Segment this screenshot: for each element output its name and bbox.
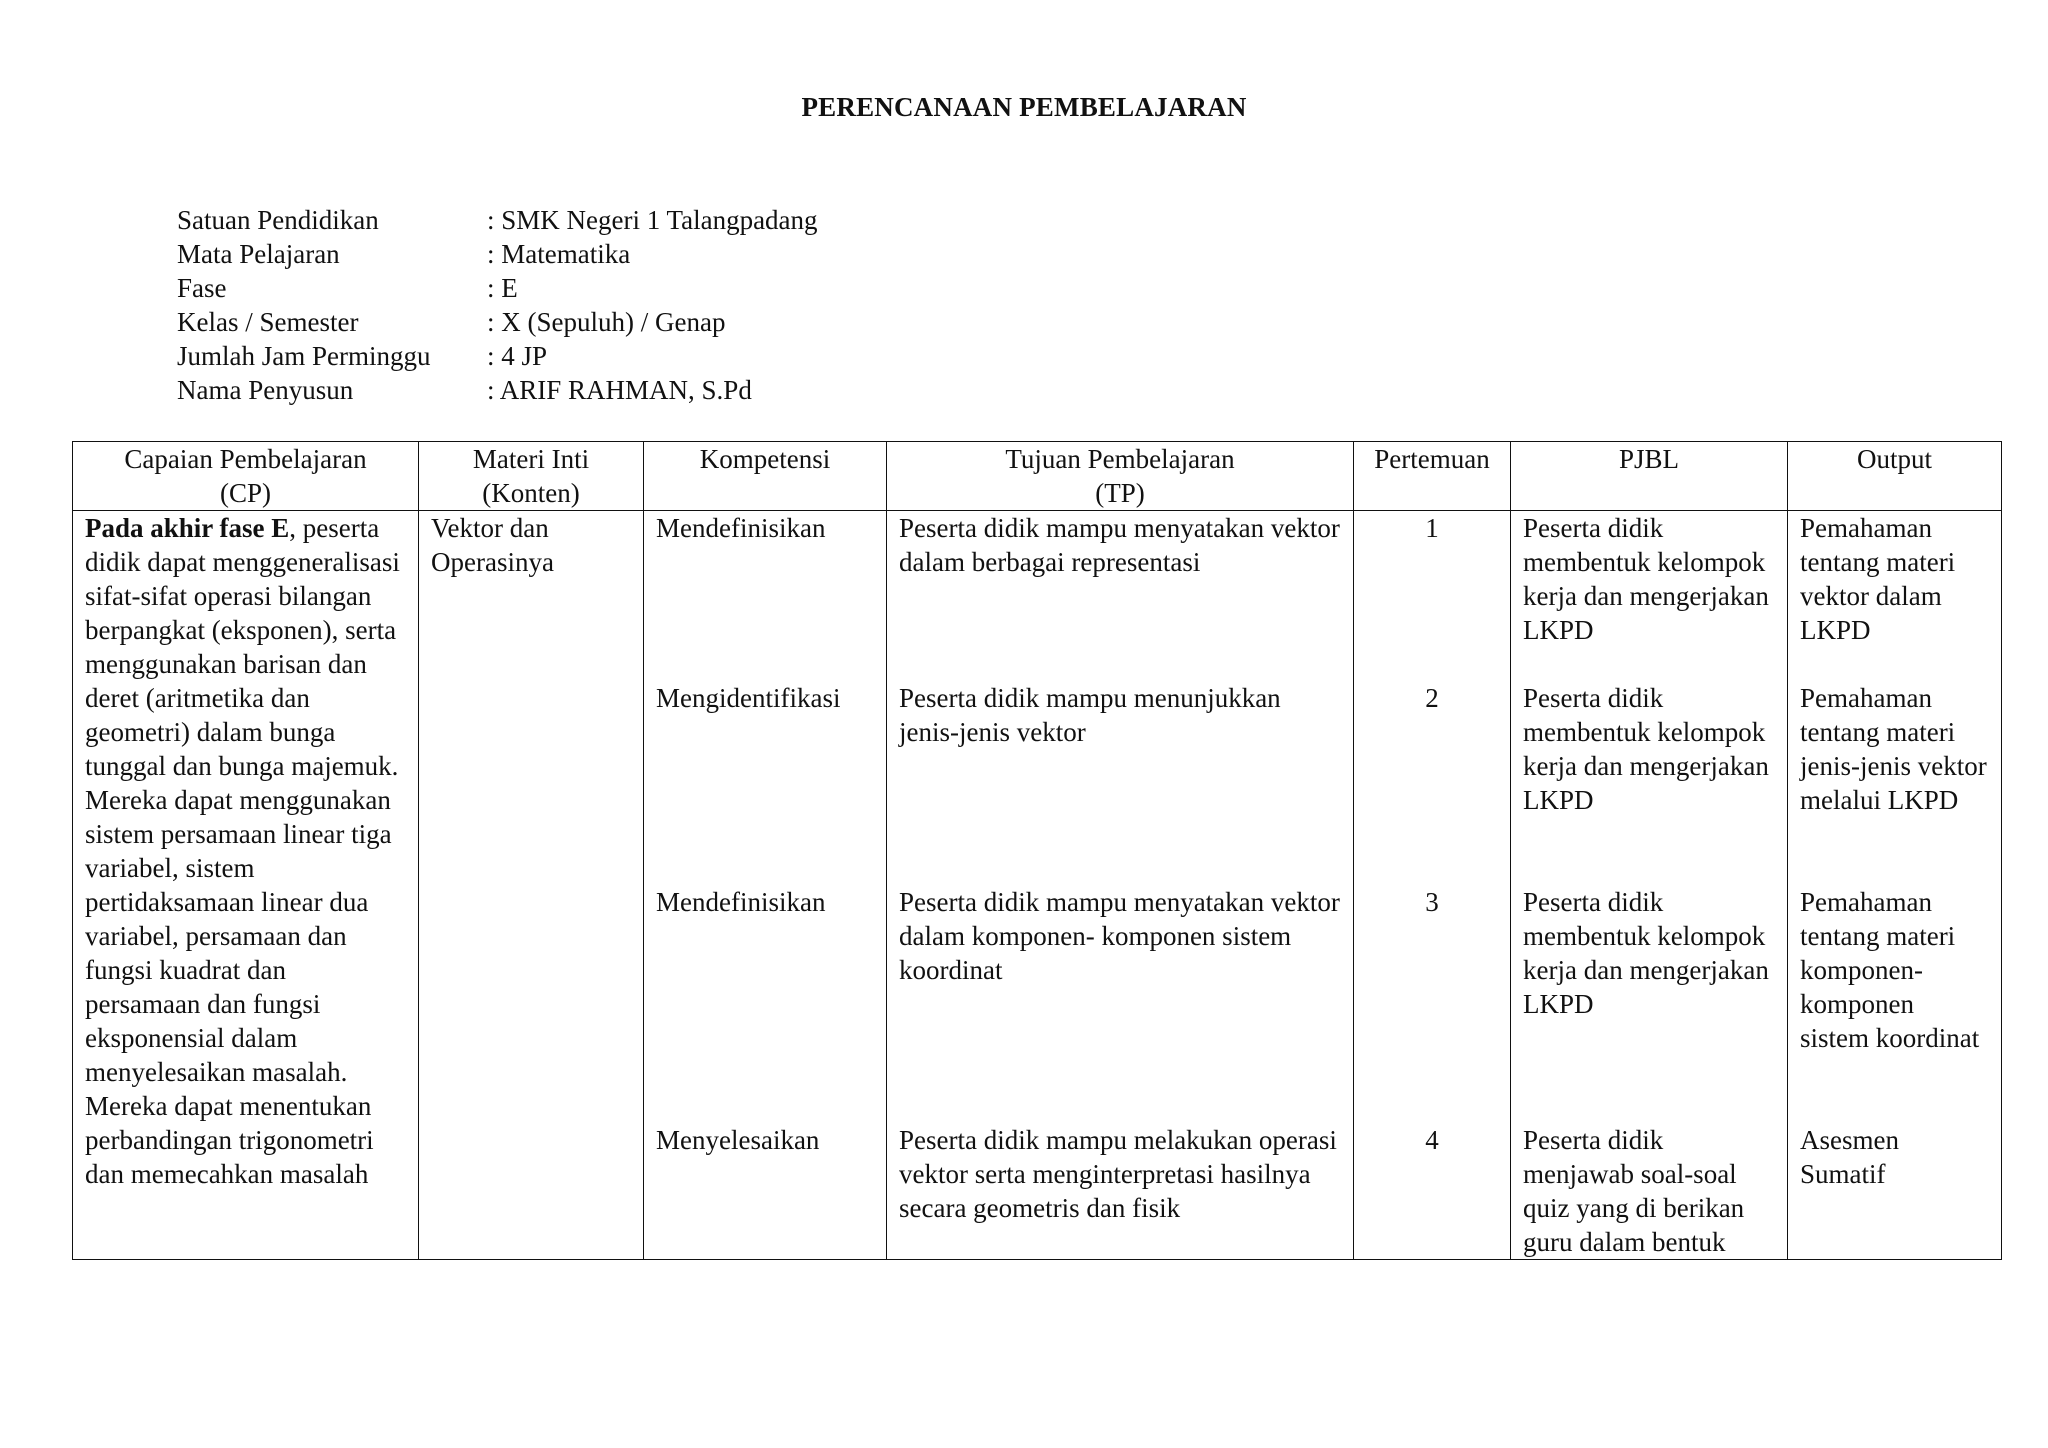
header-cp (73, 442, 419, 511)
identity-row-kelas-semester (177, 305, 818, 339)
output-item: Pemahaman tentang materi vektor dalam LKPD (1800, 513, 1956, 645)
tp-item: Peserta didik mampu menyatakan vektor dalam berbagai representasi (899, 513, 1340, 577)
identity-value: : E (487, 273, 518, 303)
identity-label: Satuan Pendidikan (177, 205, 379, 235)
identity-block (177, 203, 818, 407)
header-materi-line2: (Konten) (482, 478, 580, 508)
output-item: Pemahaman tentang materi komponen-komponen sistem koordinat (1800, 887, 1980, 1053)
header-tp-line1: Tujuan Pembelajaran (1005, 444, 1235, 474)
identity-row-jumlah-jam (177, 339, 818, 373)
header-output (1788, 442, 2002, 511)
document-title: PERENCANAAN PEMBELAJARAN (801, 92, 1247, 122)
header-kompetensi (644, 442, 887, 511)
pertemuan-item: 1 (1425, 513, 1439, 543)
cp-bold-lead: Pada akhir fase E (85, 513, 290, 543)
identity-value: : 4 JP (487, 341, 548, 371)
kompetensi-item: Mendefinisikan (656, 887, 826, 917)
identity-label: Mata Pelajaran (177, 239, 340, 269)
identity-row-nama-penyusun (177, 373, 818, 407)
pjbl-item: Peserta didik membentuk kelompok kerja dan mengerjakan LKPD (1523, 513, 1769, 645)
header-output-label: Output (1856, 444, 1932, 474)
materi-text: Vektor dan Operasinya (431, 513, 554, 577)
identity-label: Nama Penyusun (177, 375, 354, 405)
tp-cell (887, 511, 1354, 1260)
header-pjbl-label: PJBL (1618, 444, 1680, 474)
kompetensi-item: Mengidentifikasi (656, 683, 841, 713)
header-cp-line1: Capaian Pembelajaran (124, 444, 367, 474)
pjbl-cell (1511, 511, 1788, 1260)
header-materi-line1: Materi Inti (472, 444, 590, 474)
kompetensi-cell (644, 511, 887, 1260)
materi-cell (419, 511, 644, 1260)
identity-value: : SMK Negeri 1 Talangpadang (487, 205, 818, 235)
output-item: Pemahaman tentang materi jenis-jenis vektor melalui LKPD (1800, 683, 1987, 815)
kompetensi-item: Mendefinisikan (656, 513, 826, 543)
pjbl-item: Peserta didik menjawab soal-soal quiz yang di berikan guru dalam bentuk (1523, 1125, 1745, 1257)
header-kompetensi-label: Kompetensi (699, 444, 831, 474)
header-materi (419, 442, 644, 511)
header-tp (887, 442, 1354, 511)
header-pertemuan-label: Pertemuan (1374, 444, 1490, 474)
identity-value: : ARIF RAHMAN, S.Pd (487, 375, 752, 405)
header-pjbl (1511, 442, 1788, 511)
pjbl-item: Peserta didik membentuk kelompok kerja dan mengerjakan LKPD (1523, 683, 1769, 815)
kompetensi-item: Menyelesaikan (656, 1125, 820, 1155)
pertemuan-cell (1354, 511, 1511, 1260)
tp-item: Peserta didik mampu melakukan operasi vektor serta menginterpretasi hasilnya secara geometris dan fisik (899, 1125, 1337, 1223)
header-tp-line2: (TP) (1095, 478, 1145, 508)
pertemuan-item: 4 (1425, 1125, 1439, 1155)
pertemuan-item: 2 (1425, 683, 1439, 713)
learning-plan-table (72, 441, 2002, 1260)
identity-row-satuan-pendidikan (177, 203, 818, 237)
pertemuan-item: 3 (1425, 887, 1439, 917)
table-row (73, 511, 2002, 1260)
cp-body: , peserta didik dapat menggeneralisasi sifat-sifat operasi bilangan berpangkat (eksponen), serta menggunakan barisan dan deret (aritmetika dan geometri) dalam bunga tunggal dan bunga majemuk. Mereka dapat menggunakan sistem persamaan linear tiga variabel, sistem pertidaksamaan linear dua variabel, persamaan dan fungsi kuadrat dan persamaan dan fungsi eksponensial dalam menyelesaikan masalah. Mereka dapat menentukan perbandingan trigonometri dan memecahkan masalah (85, 513, 400, 1189)
identity-label: Jumlah Jam Perminggu (177, 341, 431, 371)
identity-label: Kelas / Semester (177, 307, 359, 337)
identity-value: : X (Sepuluh) / Genap (487, 307, 726, 337)
tp-item: Peserta didik mampu menyatakan vektor dalam komponen- komponen sistem koordinat (899, 887, 1340, 985)
identity-row-mata-pelajaran (177, 237, 818, 271)
output-cell (1788, 511, 2002, 1260)
identity-row-fase (177, 271, 818, 305)
table-header-row (73, 442, 2002, 511)
identity-value: : Matematika (487, 239, 631, 269)
header-pertemuan (1354, 442, 1511, 511)
tp-item: Peserta didik mampu menunjukkan jenis-jenis vektor (899, 683, 1281, 747)
header-cp-line2: (CP) (219, 478, 271, 508)
cp-text (73, 511, 418, 1259)
cp-cell (73, 511, 419, 1260)
output-item: Asesmen Sumatif (1800, 1125, 1899, 1189)
identity-label: Fase (177, 273, 227, 303)
pjbl-item: Peserta didik membentuk kelompok kerja dan mengerjakan LKPD (1523, 887, 1769, 1019)
